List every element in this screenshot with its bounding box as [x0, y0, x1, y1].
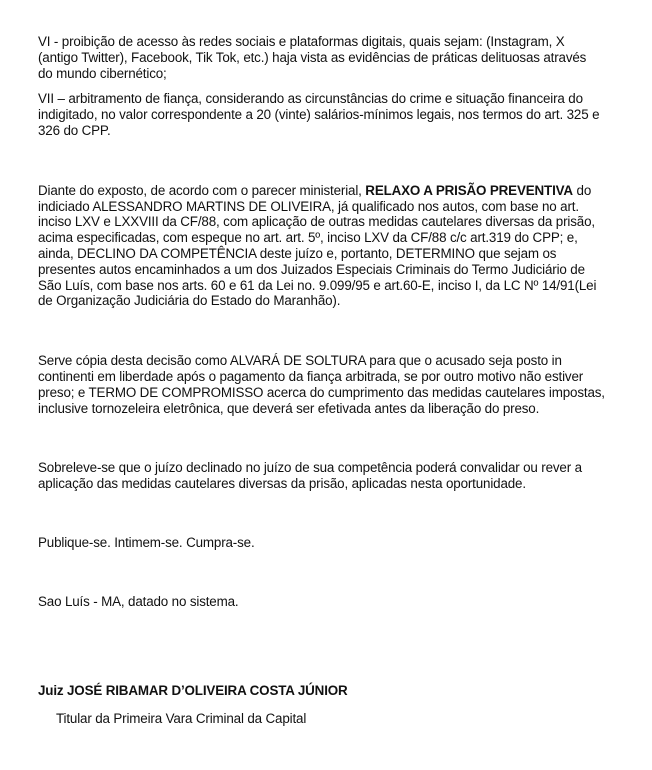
sobreleve-line: Sobreleve-se que o juízo declinado no juízo de sua competência poderá convalidar ou rever a: [38, 460, 582, 475]
signature-title: Titular da Primeira Vara Criminal da Capital: [56, 711, 307, 726]
item-vii-line: 326 do CPP.: [38, 123, 111, 138]
item-vii-line: VII – arbitramento de fiança, considerando as circunstâncias do crime e situação financeira do: [38, 91, 583, 106]
item-vi-line: (antigo Twitter), Facebook, Tik Tok, etc.) haja vista as evidências de práticas delituosas através: [38, 50, 587, 65]
alvara-line: inclusive tornozeleira eletrônica, que deverá ser efetivada antes da liberação do preso.: [38, 401, 540, 416]
decision-line: presentes autos encaminhados a um dos Juizados Especiais Criminais do Termo Judiciário de: [38, 262, 585, 277]
place-date: Sao Luís - MA, datado no sistema.: [38, 594, 239, 609]
decision-line: acima especificadas, com espeque no art. art. 5º, inciso LXV da CF/88 c/c art.319 do CPP; e,: [38, 230, 578, 245]
signature-name: Juiz JOSÉ RIBAMAR D’OLIVEIRA COSTA JÚNIOR: [38, 683, 348, 698]
decision-line: ainda, DECLINO DA COMPETÊNCIA deste juízo e, portanto, DETERMINO que sejam os: [38, 246, 557, 261]
decision-line: inciso LXV e LXXVIII da CF/88, com aplicação de outras medidas cautelares diversas da prisão,: [38, 214, 595, 229]
decision-text: do: [572, 183, 592, 198]
alvara-line: continenti em liberdade após o pagamento da fiança arbitrada, se por outro motivo não estiver: [38, 369, 584, 384]
decision-line: indiciado ALESSANDRO MARTINS DE OLIVEIRA, já qualificado nos autos, com base no art.: [38, 199, 579, 214]
sobreleve-line: aplicação das medidas cautelares diversas da prisão, aplicadas nesta oportunidade.: [38, 476, 526, 491]
item-vii-line: indigitado, no valor correspondente a 20 (vinte) salários-mínimos legais, nos termos do art. 325 e: [38, 107, 600, 122]
item-vi-line: VI - proibição de acesso às redes sociais e plataformas digitais, quais sejam: (Instagram, X: [38, 34, 565, 49]
decision-text: Diante do exposto, de acordo com o parecer ministerial,: [38, 183, 366, 198]
alvara-line: preso; e TERMO DE COMPROMISSO acerca do cumprimento das medidas cautelares impostas,: [38, 385, 605, 400]
decision-verdict: RELAXO A PRISÃO PREVENTIVA: [365, 183, 573, 198]
decision-line: São Luís, com base nos arts. 60 e 61 da Lei no. 9.099/95 e art.60-E, inciso I, da LC Nº 14/91(Lei: [38, 278, 597, 293]
decision-line: de Organização Judiciária do Estado do Maranhão).: [38, 293, 341, 308]
closing-text: Publique-se. Intimem-se. Cumpra-se.: [38, 535, 255, 550]
decision-line: [38, 183, 591, 199]
item-vi-line: do mundo cibernético;: [38, 66, 167, 81]
alvara-line: Serve cópia desta decisão como ALVARÁ DE SOLTURA para que o acusado seja posto in: [38, 353, 562, 368]
